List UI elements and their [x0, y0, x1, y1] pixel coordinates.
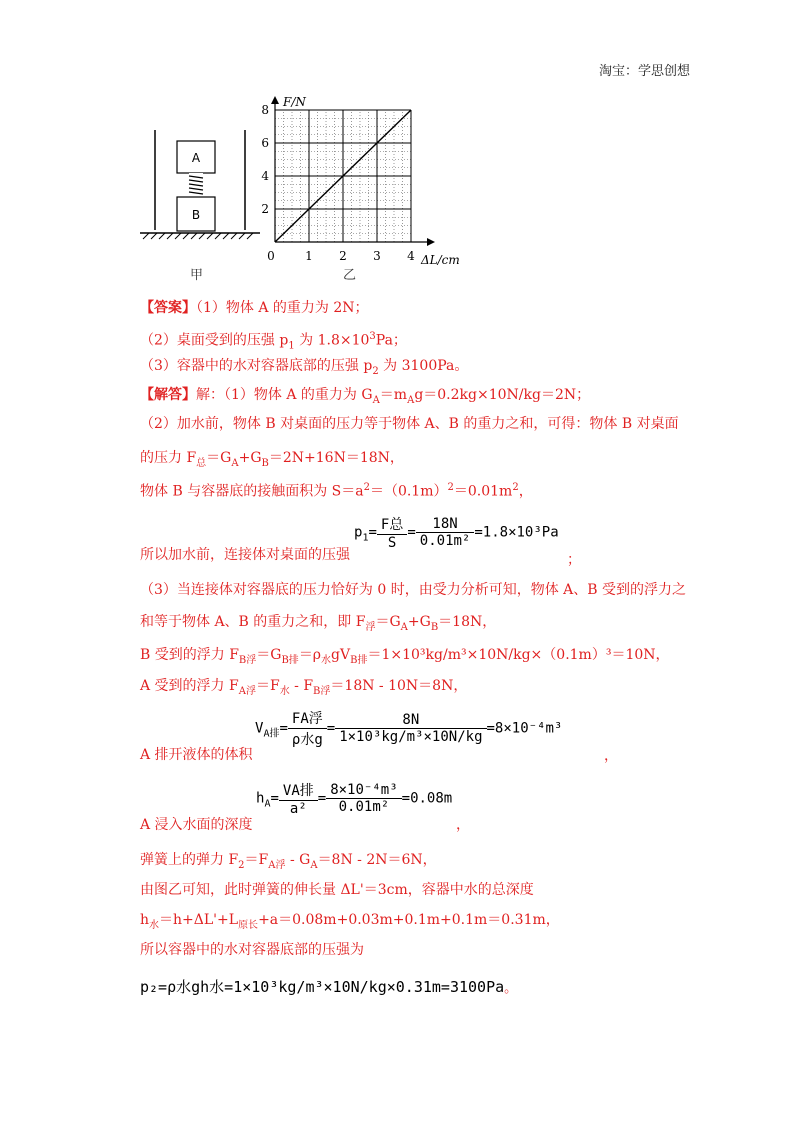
solution-line-12: 弹簧上的弹力 $F_2=F_{A浮} - G_A=8N - 2N=6N$， — [140, 852, 437, 871]
figure-jia-label: 甲 — [190, 268, 204, 283]
y-tick-label: 2 — [261, 202, 269, 216]
y-axis-label: F/N — [283, 95, 306, 109]
y-tick-label: 6 — [261, 136, 269, 150]
solution-line-7: 和等于物体 A、B 的重力之和，即 $F_浮=G_A+G_B=18N$， — [140, 614, 497, 633]
solution-line-9: A 受到的浮力 $F_{A浮}=F_水 - F_{B浮}=18N - 10N=8N$， — [140, 678, 468, 697]
solution-line-11-text: A 浸入水面的深度 — [140, 817, 253, 833]
solution-line-3: 的压力 $F_总=G_A+G_B=2N+16N=18N$， — [140, 450, 404, 469]
formula-ha: $h_A=$ $\frac{\text{VA排}}{\text{a²}}$ = $\frac{\text{8×10⁻⁴m³}}{\text{0.01m²}}$ =0.08m — [256, 782, 453, 817]
answer-line-1: 【答案】（1）物体 A 的重力为 2N； — [140, 300, 369, 316]
y-axis-arrow — [271, 96, 279, 104]
solution-line-11-end: ， — [456, 817, 470, 833]
solution-line-15: 所以容器中的水对容器底部的压强为 — [140, 942, 364, 958]
solution-line-6: （3）当连接体对容器底的压力恰好为 0 时，由受力分析可知，物体 A、B 受到的浮力之 — [140, 582, 687, 598]
solution-line-8: B 受到的浮力 $F_{B浮}=G_{B排}=\rho_水gV_{B排}=1\times 10^3kg/m^3\times 10N/kg\times(0.1m)^3=10N$， — [140, 647, 670, 666]
y-tick-label: 4 — [261, 169, 269, 183]
block-a-label: A — [191, 151, 201, 165]
chart-ticks — [261, 103, 415, 263]
solution-line-2: （2）加水前，物体 B 对桌面的压力等于物体 A、B 的重力之和，可得：物体 B 对桌面 — [140, 416, 679, 432]
figure-yi-label: 乙 — [343, 268, 357, 283]
formula-p2: p₂=ρ水gh水=1×10³kg/m³×10N/kg×0.31m=3100Pa。 — [140, 978, 518, 996]
solution-line-13: 由图乙可知，此时弹簧的伸长量 ΔL'＝3cm，容器中水的总深度 — [140, 882, 534, 898]
page-header: 淘宝：学思创想 — [598, 64, 690, 79]
solution-line-4: 物体 B 与容器底的接触面积为 $S=a^2=(0.1m)^2=0.01m^2$， — [140, 482, 533, 500]
solution-line-5-end: ； — [567, 552, 581, 568]
formula-va: $V_{A排}=$ $\frac{\text{FA浮}}{\text{ρ水g}}$ = $\frac{8N}{\text{1×10³kg/m³×10N/kg}}$ =8×10⁻⁴m³ — [255, 708, 562, 749]
figure-yi-chart — [255, 92, 470, 277]
table-hatch — [143, 233, 253, 239]
solution-line-5-text: 所以加水前，连接体对桌面的压强 — [140, 547, 350, 563]
solution-line-14: $h_水=h+\Delta L'+L_{原长}+a=0.08m+0.03m+0.1m+0.1m=0.31m$， — [140, 912, 560, 931]
answer-line-2: （2）桌面受到的压强 $p_1$ 为 $1.8\times 10^3Pa$； — [140, 331, 407, 352]
solution-line-1: 【解答】解：（1）物体 A 的重力为 $G_A=m_Ag=0.2kg\times 10N/kg=2N$； — [140, 387, 591, 406]
spring — [189, 173, 203, 197]
x-tick-label: 2 — [339, 249, 347, 263]
x-axis-arrow — [427, 238, 435, 246]
figure-jia — [135, 125, 265, 240]
x-tick-label: 1 — [305, 249, 313, 263]
block-b-label: B — [191, 208, 201, 222]
solution-line-10-end: ， — [604, 748, 618, 764]
answer-line-3: （3）容器中的水对容器底部的压强 $p_2$ 为 3100Pa。 — [140, 358, 469, 377]
x-axis-label: ΔL/cm — [421, 253, 460, 267]
origin-label: 0 — [267, 249, 275, 263]
solution-line-10-text: A 排开液体的体积 — [140, 747, 253, 763]
x-tick-label: 3 — [373, 249, 381, 263]
formula-p1: $p_1=$ $\frac{\text{F总}}{S}$ = $\frac{18N}{\text{0.01m²}}$ =1.8×10³Pa — [354, 516, 559, 551]
y-tick-label: 8 — [261, 103, 269, 117]
x-tick-label: 4 — [407, 249, 415, 263]
